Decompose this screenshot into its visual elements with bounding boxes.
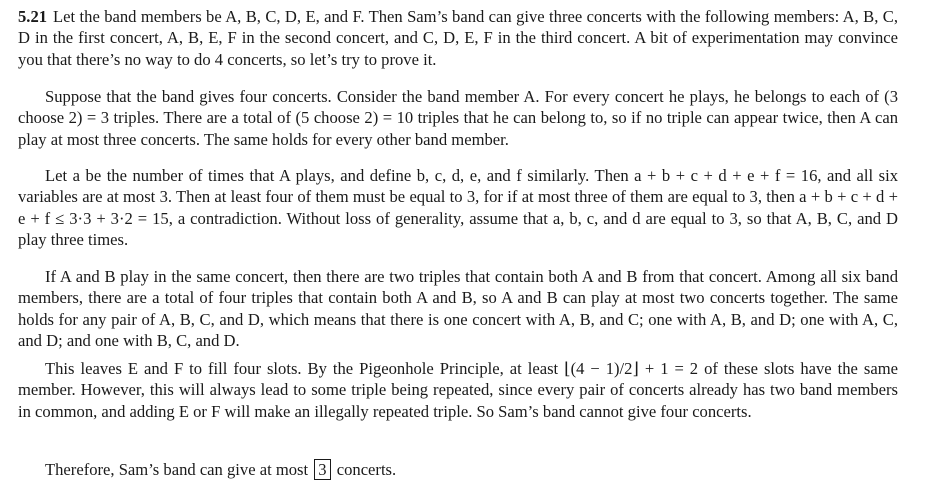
conclusion — [18, 459, 898, 480]
answer-box: 3 — [314, 459, 330, 480]
problem-number: 5.21 — [18, 7, 48, 26]
conclusion-before: Therefore, Sam’s band can give at most — [45, 460, 309, 479]
conclusion-after: concerts. — [336, 460, 397, 479]
paragraph-text: Let the band members be A, B, C, D, E, and F. Then Sam’s band can give three concerts with the following members: A, B, C, D in the first concert, A, B, E, F in the second concert, and C, D, E, F in the third concert. A bit of experimentation may convince you that there’s no way to do 4 concerts, so let’s try to prove it. — [18, 7, 898, 69]
paragraph-variables: Let a be the number of times that A plays, and define b, c, d, e, and f similarly. Then a + b + c + d + e + f = 16, and all six variables are at most 3. Then at least four of them must be equal to 3, for if at most three of them are equal to 3, then a + b + c + d + e + f ≤ 3·3 + 3·2 = 15, a contradiction. Without loss of generality, assume that a, b, c, and d are equal to 3, so that A, B, C, and D play three times. — [18, 166, 898, 249]
paragraph-intro — [18, 6, 898, 70]
paragraph-pairs: If A and B play in the same concert, then there are two triples that contain both A and B from that concert. Among all six band members, there are a total of four triples that contain both A and B, so A and B can play at most two concerts together. The same holds for any pair of A, B, C, and D, which means that there is one concert with A, B, and C; one with A, B, and D; one with A, C, and D; and one with B, C, and D. — [18, 267, 898, 350]
paragraph-pigeonhole: This leaves E and F to fill four slots. By the Pigeonhole Principle, at least ⌊(4 − 1)/2⌋ + 1 = 2 of these slots have the same member. However, this will always lead to some triple being repeated, since every pair of concerts already has two band members in common, and adding E or F will make an illegally repeated triple. So Sam’s band cannot give four concerts. — [18, 359, 898, 421]
paragraph-triples: Suppose that the band gives four concerts. Consider the band member A. For every concert he plays, he belongs to each of (3 choose 2) = 3 triples. There are a total of (5 choose 2) = 10 triples that he can belong to, so if no triple can appear twice, then A can play at most three concerts. The same holds for every other band member. — [18, 87, 898, 149]
